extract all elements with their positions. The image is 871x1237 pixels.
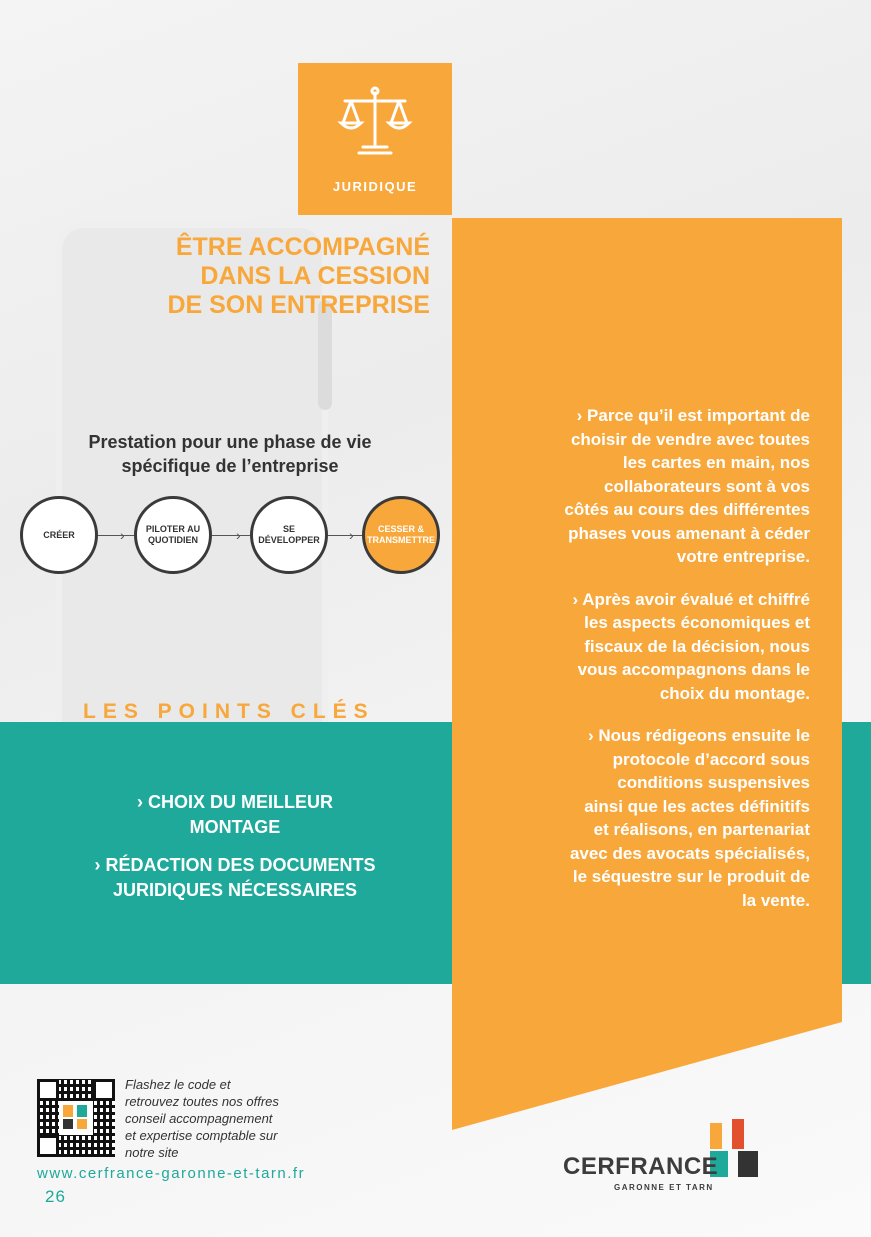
- qr-code[interactable]: [37, 1079, 115, 1157]
- phase-piloter: [134, 496, 212, 574]
- arrow-right-icon: ›: [120, 527, 125, 543]
- prestation-line: spécifique de l’entreprise: [121, 456, 339, 476]
- cerfrance-logo-subtitle: GARONNE ET TARN: [614, 1183, 714, 1192]
- key-point-item: › RÉDACTION DES DOCUMENTS JURIDIQUES NÉCESSAIRES: [94, 855, 376, 900]
- phase-connector: [328, 535, 362, 536]
- prestation-heading: [20, 430, 440, 478]
- badge-label: JURIDIQUE: [332, 179, 418, 194]
- qr-caption: Flashez le code et retrouvez toutes nos offres conseil accompagnement et expertise comptable sur notre site: [125, 1077, 279, 1160]
- phase-connector: [98, 535, 134, 536]
- phase-cesser-transmettre: [362, 496, 440, 574]
- title-line: ÊTRE ACCOMPAGNÉ: [175, 233, 430, 261]
- phase-developper: [250, 496, 328, 574]
- arrow-right-icon: ›: [236, 527, 241, 543]
- description-paragraph: › Après avoir évalué et chiffré les aspects économiques et fiscaux de la décision, nous vous accompagnons dans le choix du montage.: [572, 589, 810, 703]
- description-paragraph: › Nous rédigeons ensuite le protocole d’accord sous conditions suspensives ainsi que les actes définitifs et réalisons, en partenariat avec des avocats spécialisés, le séquestre sur le produit de la vente.: [569, 726, 810, 910]
- description-text: [500, 404, 810, 931]
- title-line: DE SON ENTREPRISE: [167, 291, 430, 319]
- title-line: DANS LA CESSION: [200, 262, 430, 290]
- description-paragraph: › Parce qu’il est important de choisir de vendre avec toutes les cartes en main, nos collaborateurs sont à vos côtés au cours des différentes phases vous amenant à céder votre entreprise.: [564, 406, 810, 566]
- key-point-item: › CHOIX DU MEILLEUR MONTAGE: [137, 792, 333, 837]
- juridique-badge: [298, 63, 452, 215]
- phase-label: PILOTER AU QUOTIDIEN: [145, 524, 201, 545]
- page-title: [60, 233, 430, 320]
- phase-creer: [20, 496, 98, 574]
- phase-label: CESSER & TRANSMETTRE: [367, 524, 435, 545]
- phase-label: SE DÉVELOPPER: [258, 524, 320, 545]
- phase-label: CRÉER: [43, 529, 75, 540]
- website-link[interactable]: www.cerfrance-garonne-et-tarn.fr: [37, 1165, 306, 1182]
- cerfrance-logo-icon: [710, 1119, 766, 1179]
- scales-of-justice-icon: [335, 81, 415, 161]
- page-number: 26: [45, 1187, 66, 1206]
- arrow-right-icon: ›: [349, 527, 354, 543]
- key-points-heading: LES POINTS CLÉS: [83, 700, 375, 723]
- key-points-list: [40, 790, 430, 916]
- prestation-line: Prestation pour une phase de vie: [88, 432, 372, 452]
- phase-connector: [212, 535, 250, 536]
- cerfrance-logo-text: CERFRANCE: [563, 1153, 719, 1180]
